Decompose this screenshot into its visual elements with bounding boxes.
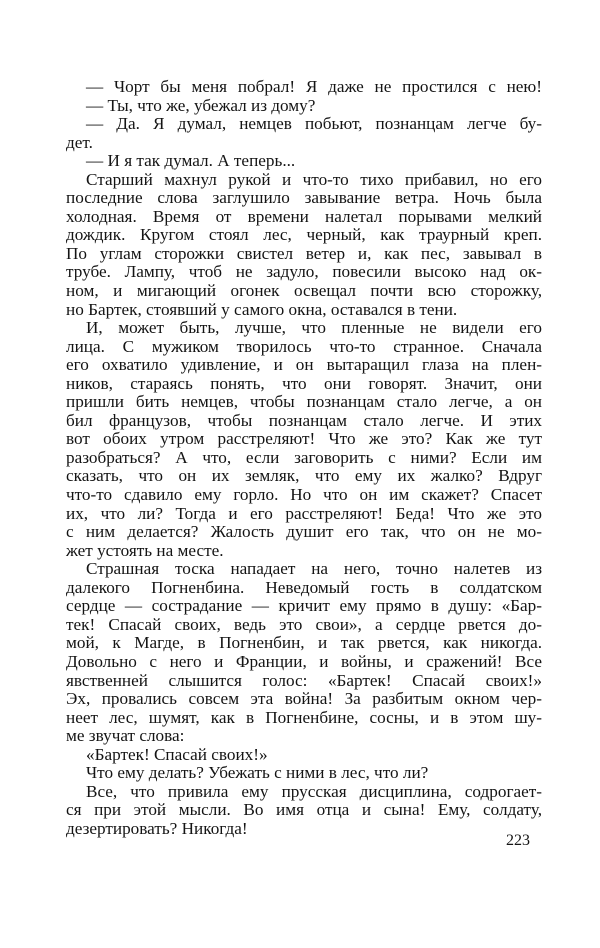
text-line: — Чорт бы меня побрал! Я даже не простился с нею!: [86, 77, 542, 96]
text-line: далекого Погненбина. Неведомый гость в солдатском: [66, 577, 542, 597]
text-line: сердце — сострадание — кричит ему прямо в душу: «Бар-: [66, 596, 542, 616]
text-line: разобраться? А что, если заговорить с ними? Если им: [66, 447, 542, 467]
text-line: сказать, что он их земляк, что ему их жалко? Вдруг: [66, 466, 542, 486]
text-line: жет устоять на месте.: [66, 540, 224, 560]
text-line: вот обоих утром расстреляют! Что же это? Как же тут: [66, 429, 542, 449]
text-line: — Да. Я думал, немцев побьют, познанцам легче бу-: [86, 114, 542, 134]
page-number: 223: [506, 832, 530, 849]
text-line: бил французов, чтобы познанцам стало легче. И этих: [66, 410, 542, 430]
text-line: ме звучат слова:: [66, 726, 185, 746]
text-line: Эх, провались совсем эта война! За разбитым окном чер-: [66, 689, 542, 709]
text-line: — Ты, что же, убежал из дому?: [86, 95, 316, 115]
text-line: ном, и мигающий огонек освещал почти всю сторожку,: [66, 281, 542, 301]
text-line: с ним делается? Жалость душит его так, что он не мо-: [66, 522, 542, 542]
text-line: Все, что привила ему прусская дисциплина, содрогает-: [86, 781, 542, 801]
text-line: — И я так думал. А теперь...: [86, 151, 296, 171]
text-line: И, может быть, лучше, что пленные не видели его: [86, 318, 542, 338]
text-line: дезертировать? Никогда!: [66, 818, 248, 838]
text-line: лица. С мужиком творилось что-то странное. Сначала: [66, 336, 542, 356]
text-line: его охватило удивление, и он вытаращил глаза на плен-: [66, 355, 542, 375]
text-line: дет.: [66, 132, 93, 152]
text-line: но Бартек, стоявший у самого окна, оставался в тени.: [66, 299, 458, 319]
text-line: пришли бить немцев, чтобы познанцам стало легче, а он: [66, 392, 542, 412]
text-line: ся при этой мысли. Во имя отца и сына! Ему, солдату,: [66, 800, 542, 820]
text-line: что-то сдавило ему горло. Но что он им скажет? Спасет: [66, 485, 542, 505]
text-line: явственней слышится голос: «Бартек! Спасай своих!»: [66, 670, 542, 690]
text-line: «Бартек! Спасай своих!»: [86, 744, 268, 764]
text-line: Старший махнул рукой и что-то тихо прибавил, но его: [86, 169, 542, 189]
text-line: трубе. Лампу, чтоб не задуло, повесили высоко над ок-: [66, 262, 542, 282]
text-line: последние слова заглушило завывание ветра. Ночь была: [66, 188, 542, 208]
text-line: неет лес, шумят, как в Погненбине, сосны, и в этом шу-: [66, 707, 542, 727]
text-line: тек! Спасай своих, ведь это свои», а сердце рвется до-: [66, 614, 542, 634]
text-line: Довольно с него и Франции, и войны, и сражений! Все: [66, 651, 542, 671]
text-line: дождик. Кругом стоял лес, черный, как траурный креп.: [66, 225, 542, 245]
text-line: холодная. Время от времени налетал порывами мелкий: [66, 206, 542, 226]
text-line: мой, к Магде, в Погненбин, и так рвется, как никогда.: [66, 633, 542, 653]
text-line: их, что ли? Тогда и его расстреляют! Беда! Что же это: [66, 503, 542, 523]
text-line: По углам сторожки свистел ветер и, как пес, завывал в: [66, 243, 542, 263]
text-line: Что ему делать? Убежать с ними в лес, что ли?: [86, 763, 429, 783]
text-line: ников, стараясь понять, что они говорят. Значит, они: [66, 373, 542, 393]
book-page-text: [66, 78, 542, 838]
text-line: Страшная тоска нападает на него, точно налетев из: [86, 559, 542, 579]
